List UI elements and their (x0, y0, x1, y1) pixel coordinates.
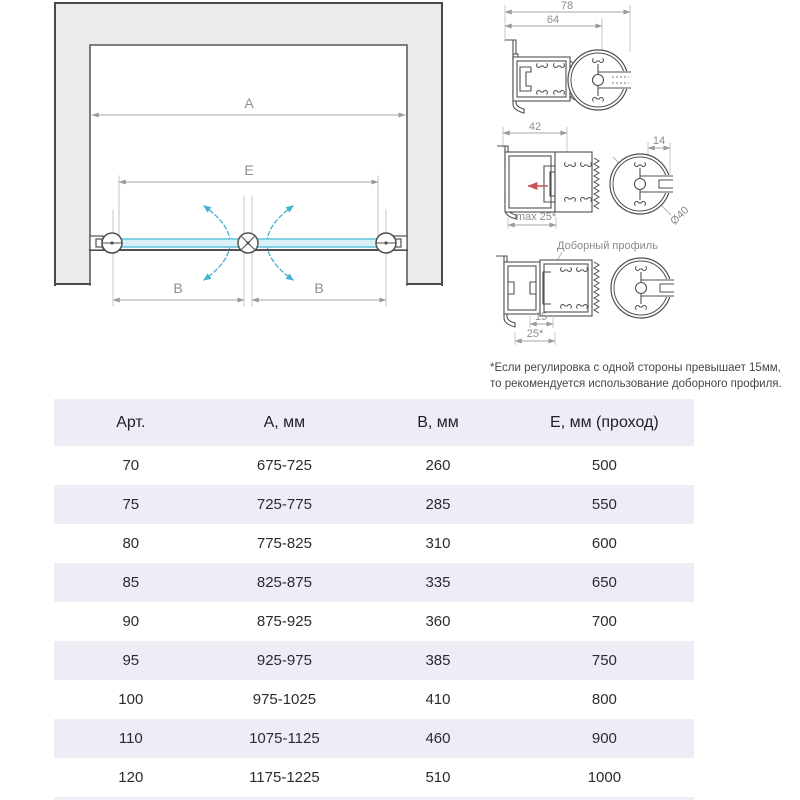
p3-hinge-axis (636, 283, 647, 294)
p2-hinge-profile (610, 154, 674, 214)
table-header-row (54, 399, 694, 446)
table-row (54, 485, 694, 524)
cell-e: 750 (591, 652, 617, 669)
header-e-mm: Е, мм (проход) (550, 413, 659, 431)
cell-a: 675-725 (256, 457, 312, 474)
cell-a: 1075-1125 (249, 730, 320, 747)
plan-view-diagram (55, 3, 442, 306)
p1-body-profile (513, 57, 570, 101)
profile-section-bottom (496, 240, 675, 345)
cell-b: 285 (425, 496, 451, 513)
p1-dim78-label: 78 (560, 0, 574, 12)
cell-art: 75 (122, 496, 140, 513)
p2-hinge-axis (635, 179, 646, 190)
cell-b: 360 (425, 613, 451, 630)
dim-e-label: E (244, 162, 254, 178)
cell-e: 700 (591, 613, 617, 630)
p2-dim42-label: 42 (528, 121, 542, 133)
header-a-mm: А, мм (263, 413, 306, 431)
cell-b: 260 (425, 457, 451, 474)
cell-a: 925-975 (256, 652, 312, 669)
extension-profile-callout: Доборный профиль (557, 240, 658, 252)
cell-e: 900 (591, 730, 617, 747)
cell-b: 335 (425, 574, 451, 591)
p3-body-profile (540, 260, 592, 316)
profile-section-middle (497, 121, 691, 229)
p2-max25-label: max 25* (515, 211, 557, 223)
header-art: Арт. (116, 413, 146, 431)
cell-art: 80 (122, 535, 140, 552)
p3-hinge-profile (611, 258, 675, 318)
table-row (54, 563, 694, 602)
table-row (54, 758, 694, 797)
dimension-a (92, 95, 405, 115)
cell-art: 90 (122, 613, 140, 630)
p3-serration (594, 262, 599, 313)
table-row (54, 680, 694, 719)
cell-e: 1000 (587, 769, 622, 786)
p1-hinge-axis (593, 75, 604, 86)
p1-hinge-profile (568, 50, 632, 110)
footnote (490, 360, 790, 392)
header-b-mm: В, мм (417, 413, 459, 431)
dim-b-left-label: B (173, 280, 183, 296)
cell-a: 975-1025 (252, 691, 317, 708)
cell-e: 600 (591, 535, 617, 552)
cell-a: 725-775 (256, 496, 312, 513)
table-row (54, 602, 694, 641)
cell-art: 110 (118, 730, 143, 747)
cell-e: 800 (591, 691, 617, 708)
size-table (54, 399, 694, 797)
footnote-line-2: то рекомендуется использование доборного профиля. (490, 378, 782, 390)
cell-e: 550 (591, 496, 617, 513)
p2-serration (594, 158, 599, 209)
table-row (54, 524, 694, 563)
p2-adjustable-profile (505, 152, 592, 212)
cell-art: 95 (122, 652, 140, 669)
dimension-b (113, 280, 386, 300)
cell-a: 825-875 (256, 574, 312, 591)
cell-art: 100 (118, 691, 144, 708)
cell-b: 385 (425, 652, 451, 669)
cell-b: 460 (425, 730, 451, 747)
cell-art: 85 (122, 574, 140, 591)
table-row (54, 446, 694, 485)
p2-dim14-label: 14 (652, 135, 666, 147)
cell-b: 510 (425, 769, 451, 786)
profile-section-top (505, 0, 632, 113)
p3-dim15-label: 15 (534, 311, 548, 323)
cell-art: 70 (122, 457, 140, 474)
cell-e: 650 (591, 574, 617, 591)
p2-diameter-label: Ø40 (668, 204, 692, 228)
dimension-e (119, 162, 378, 236)
footnote-line-1: *Если регулировка с одной стороны превышает 15мм, (490, 362, 781, 374)
dim-b-right-label: B (314, 280, 324, 296)
cell-a: 875-925 (256, 613, 312, 630)
cell-a: 1175-1225 (249, 769, 320, 786)
cell-b: 410 (425, 691, 451, 708)
table-row (54, 641, 694, 680)
p1-dim64-label: 64 (546, 14, 560, 26)
cell-a: 775-825 (256, 535, 312, 552)
cell-art: 120 (118, 769, 144, 786)
cell-e: 500 (591, 457, 617, 474)
dim-a-label: A (244, 95, 254, 111)
left-wall-bracket-inner (96, 239, 102, 247)
cell-b: 310 (425, 535, 451, 552)
p3-dim25-label: 25* (526, 328, 544, 340)
table-row (54, 719, 694, 758)
p3-extension-profile (504, 262, 540, 314)
